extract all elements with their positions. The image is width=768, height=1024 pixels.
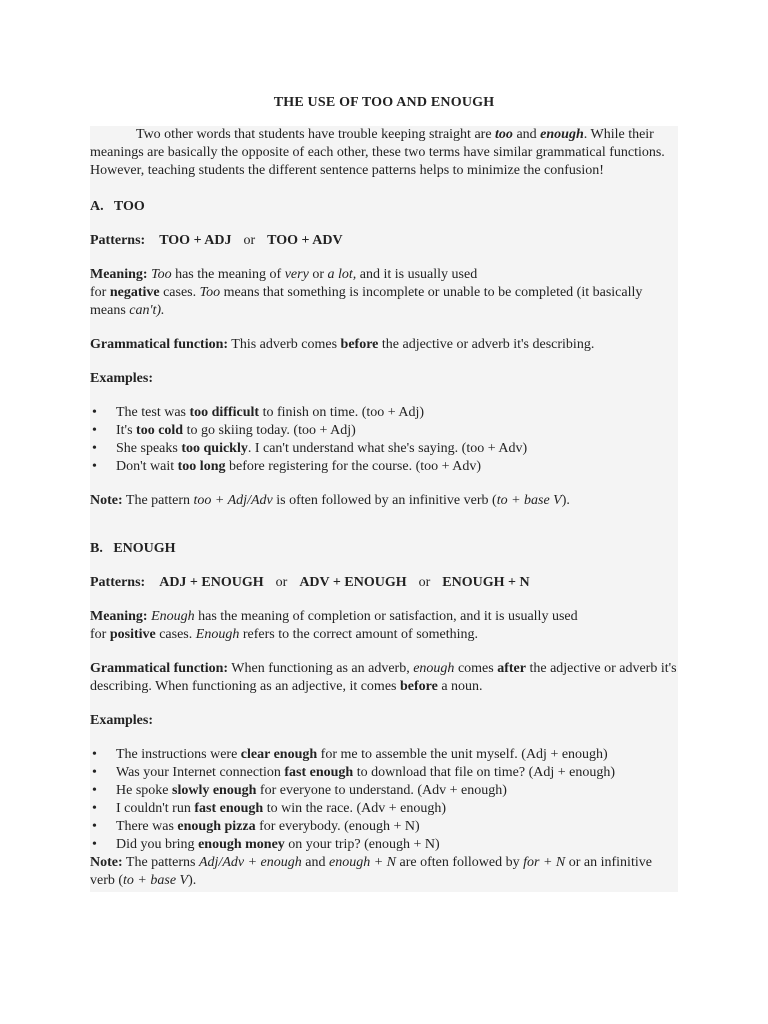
enough-grammatical-function: Grammatical function: When functioning as an adverb, enough comes after the adjective or adverb it's describing. When functioning as an adjective, it comes before a noun. <box>90 661 677 694</box>
list-item: • Was your Internet connection fast enough to download that file on time? (Adj + enough) <box>90 764 678 782</box>
too-patterns: Patterns: TOO + ADJ or TOO + ADV <box>90 233 343 248</box>
too-meaning: Meaning: Too has the meaning of very or a lot, and it is usually used for negative cases. Too means that something is incomplete or unable to be completed (it basically means can't). <box>90 267 643 318</box>
enough-examples-label: Examples: <box>90 713 153 728</box>
too-examples-label: Examples: <box>90 371 153 386</box>
list-item: • He spoke slowly enough for everyone to understand. (Adv + enough) <box>90 782 678 800</box>
enough-note: Note: The patterns Adj/Adv + enough and enough + N are often followed by for + N or an infinitive verb (to + base V). <box>90 855 652 888</box>
list-item: • It's too cold to go skiing today. (too + Adj) <box>90 422 678 440</box>
list-item: • She speaks too quickly. I can't understand what she's saying. (too + Adv) <box>90 440 678 458</box>
section-heading-enough: B. ENOUGH <box>90 541 176 556</box>
too-examples-list <box>90 404 678 476</box>
too-note: Note: The pattern too + Adj/Adv is often followed by an infinitive verb (to + base V). <box>90 493 570 508</box>
enough-patterns: Patterns: ADJ + ENOUGH or ADV + ENOUGH or ENOUGH + N <box>90 575 530 590</box>
page-title: THE USE OF TOO AND ENOUGH <box>273 95 495 110</box>
enough-examples-list <box>90 746 678 854</box>
list-item: • Did you bring enough money on your trip? (enough + N) <box>90 836 678 854</box>
too-grammatical-function: Grammatical function: This adverb comes before the adjective or adverb it's describing. <box>90 337 595 352</box>
list-item: • I couldn't run fast enough to win the race. (Adv + enough) <box>90 800 678 818</box>
list-item: • There was enough pizza for everybody. (enough + N) <box>90 818 678 836</box>
list-item: • The instructions were clear enough for me to assemble the unit myself. (Adj + enough) <box>90 746 678 764</box>
document-body <box>90 126 678 892</box>
enough-meaning: Meaning: Enough has the meaning of completion or satisfaction, and it is usually used for positive cases. Enough refers to the correct amount of something. <box>90 609 578 642</box>
intro-paragraph: Two other words that students have trouble keeping straight are too and enough. While their meanings are basically the opposite of each other, these two terms have similar grammatical functions. However, teaching students the different sentence patterns helps to minimize the confusion! <box>90 127 665 178</box>
list-item: • The test was too difficult to finish on time. (too + Adj) <box>90 404 678 422</box>
list-item: • Don't wait too long before registering for the course. (too + Adv) <box>90 458 678 476</box>
section-heading-too: A. TOO <box>90 199 145 214</box>
